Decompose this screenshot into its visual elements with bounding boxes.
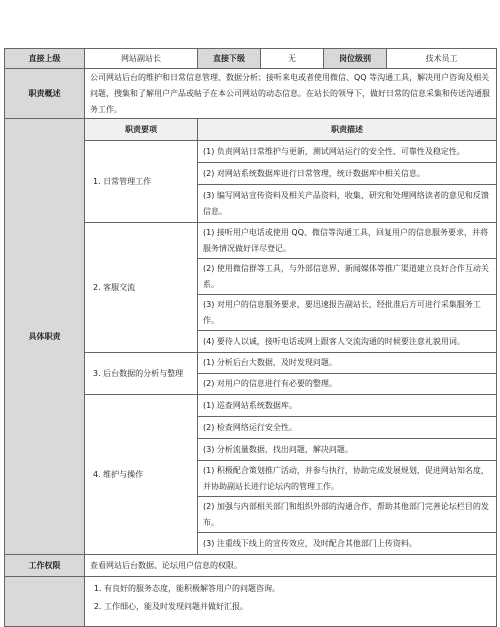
overview-row: [5, 69, 497, 119]
subordinate-label: 直接下级: [198, 49, 261, 69]
subordinate-value: 无: [261, 49, 324, 69]
category-data-analysis: 3. 后台数据的分析与整理: [85, 353, 198, 395]
duty-item: (2) 检查网络运行安全性。: [198, 417, 497, 439]
duty-item: (1) 接听用户电话或使用 QQ、微信等沟通工具，回复用户的信息服务要求，并将服务情况做好详尽登记。: [198, 223, 497, 259]
category-maintenance: 4. 维护与操作: [85, 395, 198, 555]
duty-item: (2) 对用户的信息进行有必要的整理。: [198, 374, 497, 395]
duty-item: (1) 巡查网站系统数据库。: [198, 395, 497, 417]
category-customer-service: 2. 客服交流: [85, 223, 198, 353]
authority-label: 工作权限: [5, 555, 85, 577]
overview-text: 公司网站后台的维护和日常信息管理、数据分析；接听来电或者使用微信、QQ 等沟通工具，解决用户咨询及相关问题，搜集和了解用户产品或帖子在本公司网站的动态信息。在站长的领导下，做好日常的信息采集和传送沟通服务工作。: [85, 69, 497, 119]
level-value: 技术员工: [387, 49, 497, 69]
duty-item: (3) 编写网站宣传资料及相关产品资料，收集、研究和处理网络读者的意见和反馈信息。: [198, 185, 497, 223]
job-description-table: [4, 48, 497, 627]
authority-text: 查看网站后台数据、论坛用户信息的权限。: [85, 555, 497, 577]
duties-label: 具体职责: [5, 119, 85, 555]
requirements-label: [5, 577, 85, 627]
duty-item: (1) 积极配合策划推广活动，并参与执行，协助完成发展规划，促进网站知名度，并协助副站长进行论坛内的管理工作。: [198, 461, 497, 497]
duty-item: (3) 分析流量数据，找出问题，解决问题。: [198, 439, 497, 461]
level-label: 岗位级别: [324, 49, 387, 69]
requirements-cell: [85, 577, 497, 627]
duty-item: (1) 负责网站日常维护与更新，测试网站运行的安全性、可靠性及稳定性。: [198, 141, 497, 163]
duty-item: (2) 对网站系统数据库进行日常管理，统计数据库中相关信息。: [198, 163, 497, 185]
category-daily-management: 1. 日常管理工作: [85, 141, 198, 223]
duty-item: (2) 加强与内部相关部门和组织外部的沟通合作，帮助其他部门完善论坛栏目的发布。: [198, 497, 497, 533]
requirements-row: [5, 577, 497, 627]
requirement-item: 1. 有良好的服务态度，能积极解答用户的问题咨询。: [104, 580, 491, 598]
header-row: [5, 49, 497, 69]
col-item-header: 职责要项: [85, 119, 198, 141]
duty-item: (3) 注重线下线上的宣传效应，及时配合其他部门上传资料。: [198, 533, 497, 555]
col-desc-header: 职责描述: [198, 119, 497, 141]
duty-item: (2) 使用微信群等工具，与外部信息界、新闻媒体等推广渠道建立良好合作互动关系。: [198, 259, 497, 295]
authority-row: [5, 555, 497, 577]
duties-header-row: [5, 119, 497, 141]
superior-label: 直接上级: [5, 49, 85, 69]
duty-item: (4) 要待人以诚，接听电话或网上跟客人交流沟通的时候要注意礼貌用词。: [198, 331, 497, 353]
duty-item: (1) 分析后台大数据，及时发现问题。: [198, 353, 497, 374]
overview-label: 职责概述: [5, 69, 85, 119]
superior-value: 网站副站长: [85, 49, 198, 69]
duty-item: (3) 对用户的信息服务要求，要迅速报告副站长，经批准后方可进行采集服务工作。: [198, 295, 497, 331]
requirements-list: [90, 580, 491, 616]
requirement-item: 2. 工作细心，能及时发现问题并做好汇报。: [104, 598, 491, 616]
